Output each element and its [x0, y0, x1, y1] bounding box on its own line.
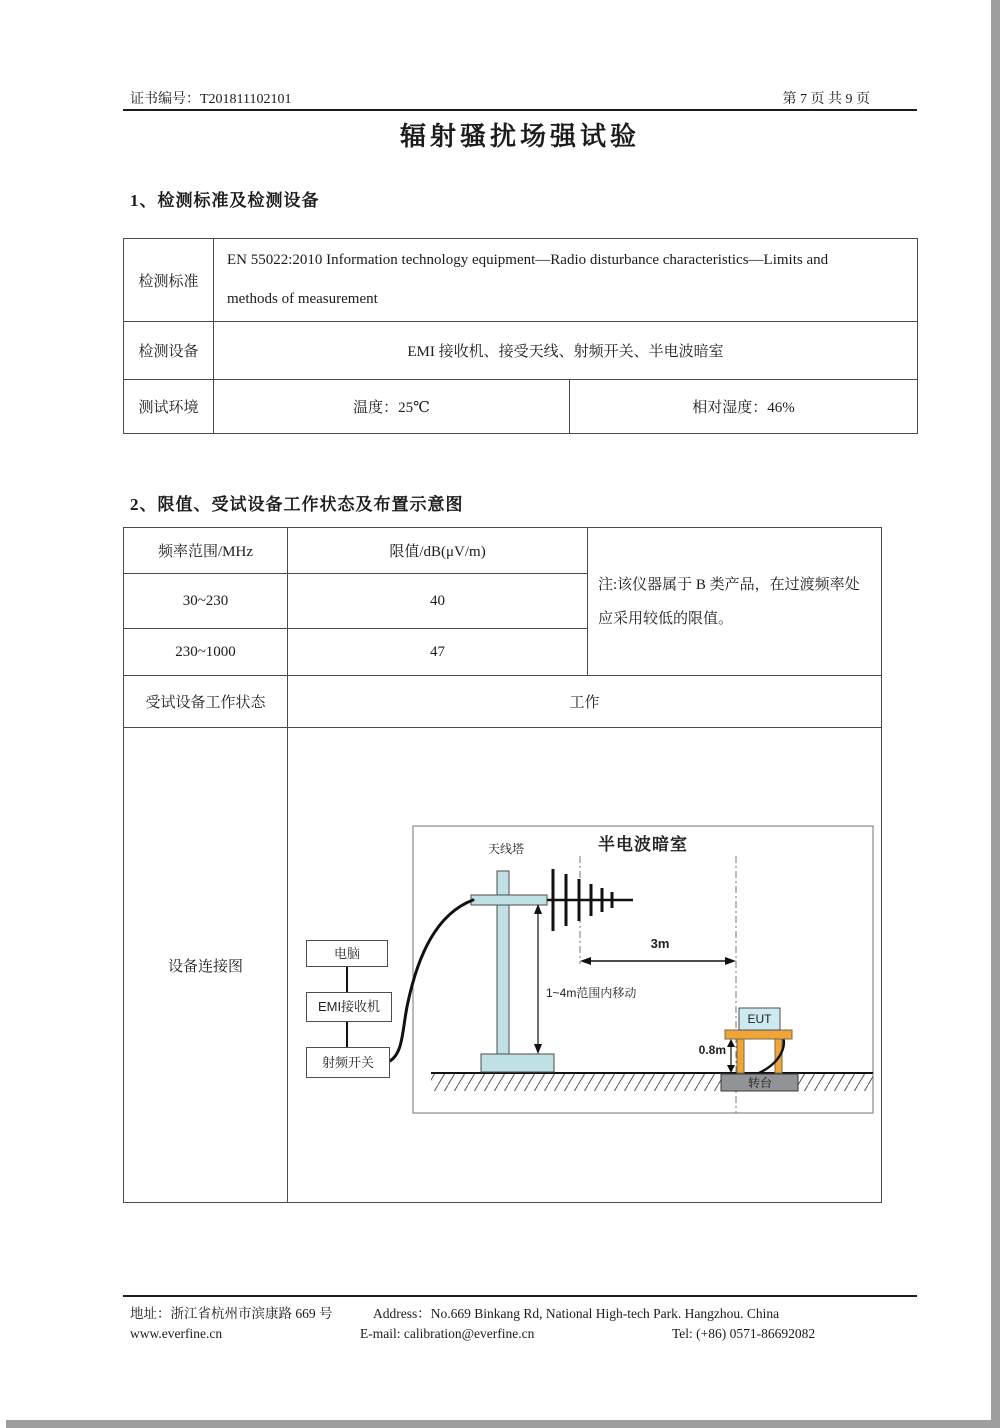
environment-label: 测试环境: [124, 380, 214, 434]
rf-switch-box: 射频开关: [306, 1047, 390, 1078]
distance-label: 3m: [650, 936, 670, 951]
diagram-label: 设备连接图: [124, 728, 288, 1203]
mast-base: [481, 1054, 554, 1072]
arrowhead-right: [725, 957, 736, 965]
table-row: [124, 528, 882, 574]
limit-header: 限值/dB(μV/m): [288, 528, 588, 574]
footer-address-en: Address：No.669 Binkang Rd, National High-tech Park. Hangzhou. China: [373, 1306, 780, 1321]
header-rule: [123, 109, 917, 111]
table-row: [124, 322, 918, 380]
page-title: 辐射骚扰场强试验: [399, 122, 640, 151]
table-leg: [737, 1039, 744, 1073]
eut-label: EUT: [747, 1012, 772, 1026]
page-shadow-right: [991, 0, 1000, 1428]
arrowhead-up: [727, 1039, 735, 1047]
antenna-cable: [388, 900, 473, 1062]
eut-table-top: [725, 1030, 792, 1039]
footer-address-cn: 地址：浙江省杭州市滨康路 669 号: [130, 1306, 333, 1321]
antenna-tower-label: 天线塔: [487, 842, 524, 856]
connection-diagram: [288, 728, 880, 1201]
ground-hatching: [431, 1074, 873, 1091]
limit-value: 40: [288, 574, 588, 629]
footer-telephone: Tel: (+86) 0571-86692082: [672, 1326, 816, 1341]
footer-rule: [123, 1295, 917, 1297]
table-row: [124, 239, 918, 322]
section1-heading: 1、检测标准及检测设备: [130, 191, 320, 210]
arrowhead-down: [534, 1044, 542, 1054]
freq-range-header: 频率范围/MHz: [124, 528, 288, 574]
arrowhead-left: [580, 957, 591, 965]
table-row: [124, 380, 918, 434]
connection-diagram-cell: [288, 728, 882, 1203]
eut-state-value: 工作: [288, 676, 882, 728]
standards-table: [123, 238, 918, 434]
humidity-value: 相对湿度：46%: [570, 380, 918, 434]
footer-website: www.everfine.cn: [130, 1326, 223, 1341]
emi-receiver-box: EMI接收机: [306, 992, 392, 1022]
class-b-note: 注:该仪器属于 B 类产品，在过渡频率处应采用较低的限值。: [588, 528, 882, 676]
section2-heading: 2、限值、受试设备工作状态及布置示意图: [130, 495, 464, 514]
chamber-title: 半电波暗室: [598, 835, 688, 854]
height-range-label: 1~4m范围内移动: [546, 986, 637, 1000]
page-shadow-bottom: [6, 1420, 1000, 1428]
temperature-value: 温度：25℃: [214, 380, 570, 434]
table-row: [124, 676, 882, 728]
table-row: [124, 728, 882, 1203]
turntable-label: 转台: [747, 1076, 772, 1090]
certificate-number: 证书编号：T201811102101: [130, 92, 292, 107]
freq-range-value: 30~230: [124, 574, 288, 629]
eut-state-label: 受试设备工作状态: [124, 676, 288, 728]
equipment-label: 检测设备: [124, 322, 214, 380]
standard-label: 检测标准: [124, 239, 214, 322]
freq-range-value: 230~1000: [124, 629, 288, 676]
footer-email: E-mail: calibration@everfine.cn: [360, 1326, 535, 1341]
equipment-value: EMI 接收机、接受天线、射频开关、半电波暗室: [214, 322, 918, 380]
page-number: 第 7 页 共 9 页: [782, 92, 870, 107]
standard-value: EN 55022:2010 Information technology equipment—Radio disturbance characteristics—Limits and methods of measurement: [214, 239, 918, 322]
table-height-label: 0.8m: [698, 1043, 726, 1057]
computer-box: 电脑: [306, 940, 388, 967]
mast-crossbar: [471, 895, 547, 905]
arrowhead-down: [727, 1065, 735, 1073]
limit-value: 47: [288, 629, 588, 676]
limits-table: [123, 527, 882, 1203]
